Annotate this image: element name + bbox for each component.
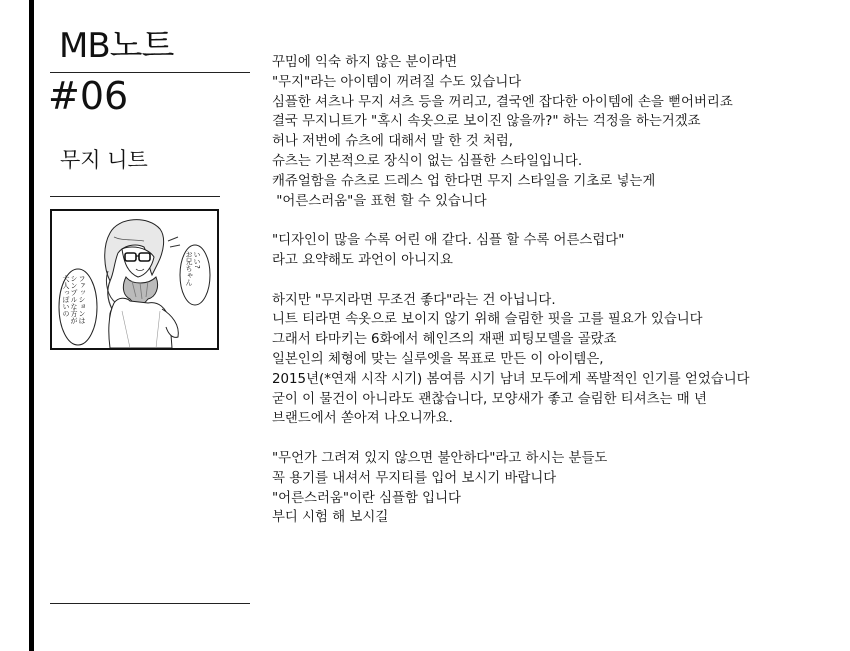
body-line: 라고 요약해도 과언이 아니지요 xyxy=(272,252,453,268)
body-line: "디자인이 많을 수록 어린 애 같다. 심플 할 수록 어른스럽다" xyxy=(272,233,625,249)
divider xyxy=(50,603,250,604)
body-line: 결국 무지니트가 "혹시 속옷으로 보이진 않을까?" 하는 걱정을 하는거겠죠 xyxy=(272,114,701,130)
speech-bubble-right-text: いい? お兄ちゃん xyxy=(185,251,201,286)
manga-panel-image xyxy=(50,209,219,350)
paragraph-gap xyxy=(272,271,832,291)
body-line: 굳이 이 물건이 아니라도 괜찮습니다, 모양새가 좋고 슬림한 티셔츠는 매 년 xyxy=(272,391,707,407)
body-line: 심플한 셔츠나 무지 셔츠 등을 꺼리고, 결국엔 잡다한 아이템에 손을 뻗어버리죠 xyxy=(272,94,733,110)
body-line: 허나 저번에 슈츠에 대해서 말 한 것 처럼, xyxy=(272,134,514,150)
body-line: 2015년(*연재 시작 시기) 봄여름 시기 남녀 모두에게 폭발적인 인기를 얻었습니다 xyxy=(272,371,750,387)
page-spine-bar xyxy=(29,0,34,651)
body-line: 슈츠는 기본적으로 장식이 없는 심플한 스타일입니다. xyxy=(272,153,583,169)
section-subtitle: 무지 니트 xyxy=(60,148,148,172)
body-line: 그래서 타마키는 6화에서 헤인즈의 재팬 피팅모델을 골랐죠 xyxy=(272,332,617,348)
speech-bubble-left-text: ファッションは シンプルな方が 大人っぽいの xyxy=(62,275,86,324)
body-line: "무지"라는 아이템이 꺼려질 수도 있습니다 xyxy=(272,74,522,90)
body-line: 꾸밈에 익숙 하지 않은 분이라면 xyxy=(272,55,458,70)
article-body xyxy=(272,53,832,528)
body-line: "어른스러움"을 표현 할 수 있습니다 xyxy=(272,193,487,209)
divider xyxy=(50,196,220,197)
episode-number: #06 xyxy=(48,74,129,118)
body-line: 꼭 용기를 내셔서 무지티를 입어 보시기 바랍니다 xyxy=(272,470,557,486)
paragraph-gap xyxy=(272,211,832,231)
body-line: "무언가 그려져 있지 않으면 불안하다"라고 하시는 분들도 xyxy=(272,450,608,466)
body-line: "어른스러움"이란 심플함 입니다 xyxy=(272,490,461,506)
body-line: 브랜드에서 쏟아져 나오니까요. xyxy=(272,411,453,427)
body-line: 일본인의 체형에 맞는 실루엣을 목표로 만든 이 아이템은, xyxy=(272,351,604,367)
divider xyxy=(50,72,250,73)
body-line: 캐쥬얼함을 슈츠로 드레스 업 한다면 무지 스타일을 기초로 넣는게 xyxy=(272,173,656,189)
body-line: 니트 티라면 속옷으로 보이지 않기 위해 슬림한 핏을 고를 필요가 있습니다 xyxy=(272,312,703,328)
brand-title: MB노트 xyxy=(59,26,174,66)
paragraph-gap xyxy=(272,429,832,449)
body-line: 하지만 "무지라면 무조건 좋다"라는 건 아닙니다. xyxy=(272,292,556,308)
body-line: 부디 시험 해 보시길 xyxy=(272,510,389,526)
